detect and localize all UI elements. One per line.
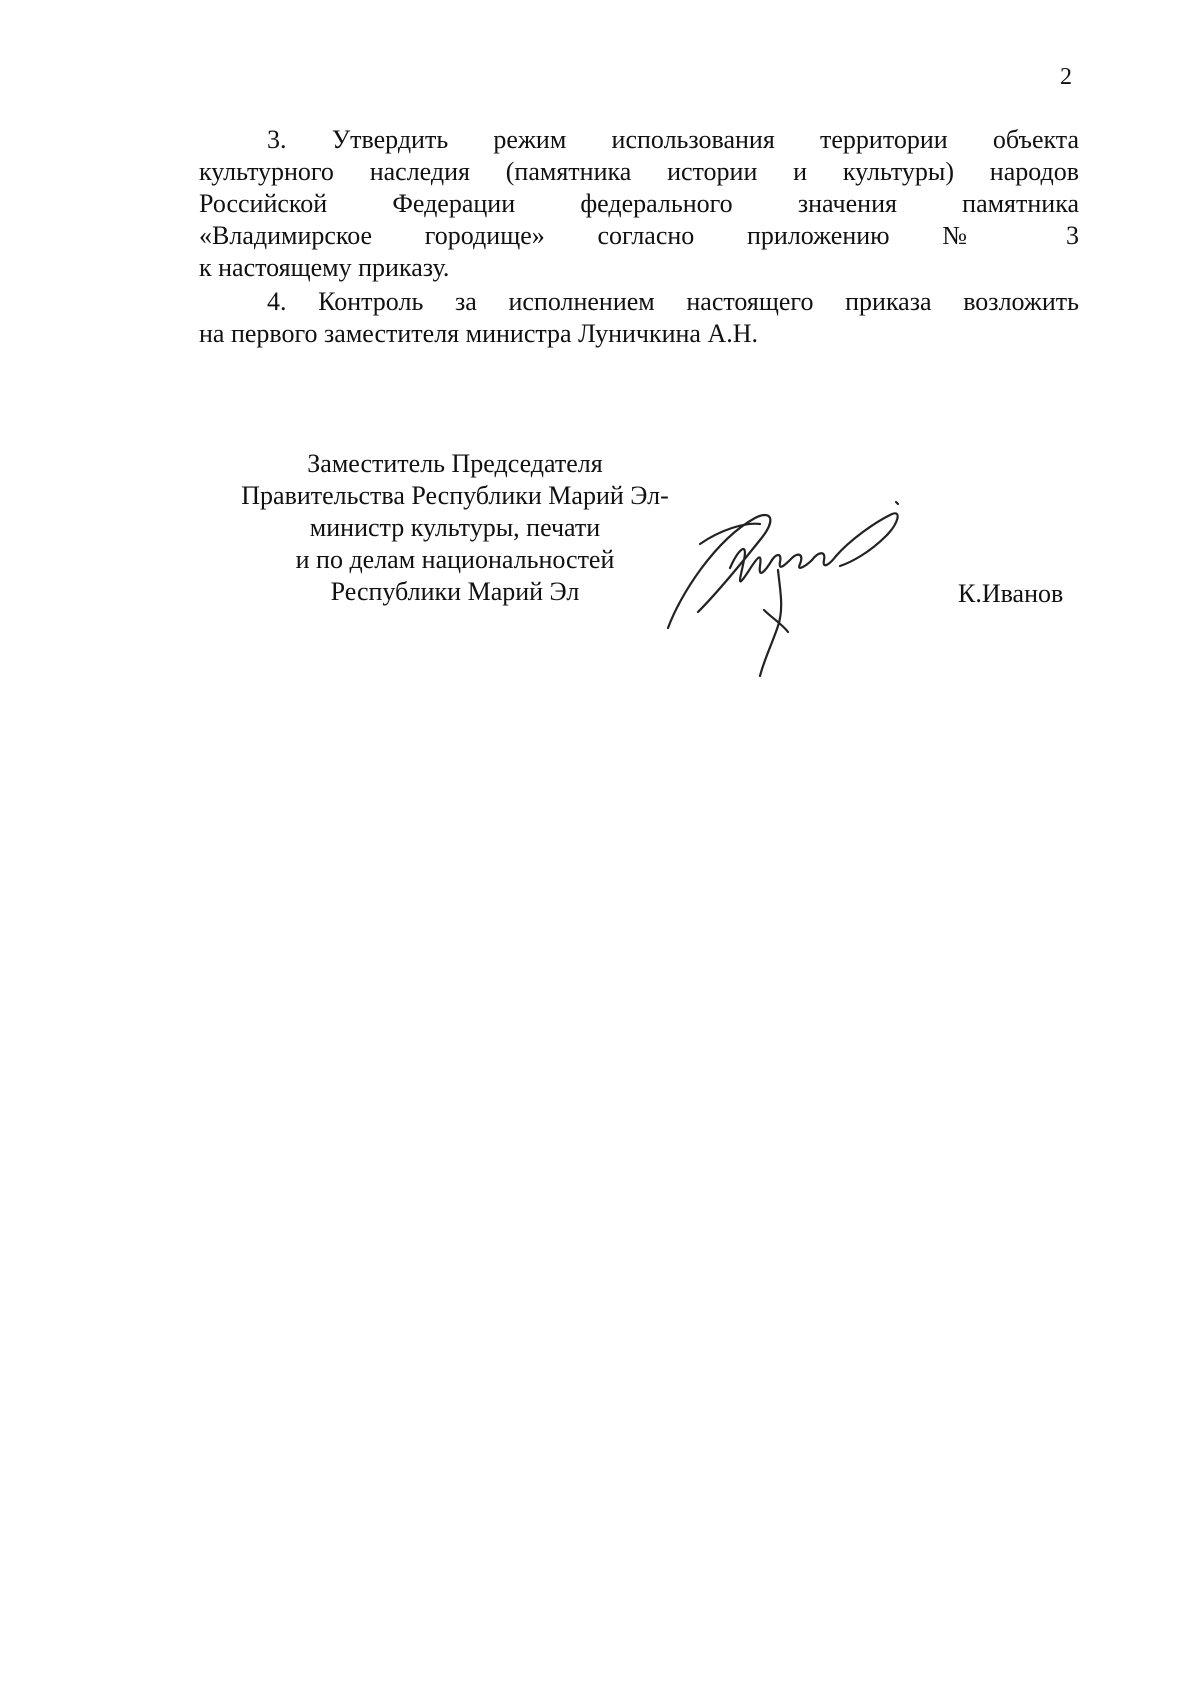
signatory-title-line-1: Заместитель Председателя bbox=[307, 449, 603, 478]
paragraph-3-line-5: к настоящему приказу. bbox=[199, 253, 450, 282]
handwritten-signature bbox=[660, 500, 960, 680]
paragraph-4 bbox=[199, 286, 1079, 350]
page-number: 2 bbox=[1060, 64, 1072, 90]
paragraph-3-line-3: Российской Федерации федерального значения памятника bbox=[199, 189, 1079, 218]
signatory-title-line-5: Республики Марий Эл bbox=[330, 577, 580, 606]
signatory-title-line-3: министр культуры, печати bbox=[309, 513, 601, 542]
signer-name: К.Иванов bbox=[958, 579, 1064, 608]
paragraph-3-line-2: культурного наследия (памятника истории и культуры) народов bbox=[199, 157, 1079, 186]
paragraph-3-line-4: «Владимирское городище» согласно приложению № 3 bbox=[199, 221, 1079, 250]
paragraph-3-line-1: 3. Утвердить режим использования территории объекта bbox=[267, 125, 1079, 154]
signatory-title-line-2: Правительства Республики Марий Эл- bbox=[241, 481, 669, 510]
paragraph-3 bbox=[199, 124, 1079, 284]
paragraph-4-line-1: 4. Контроль за исполнением настоящего приказа возложить bbox=[267, 287, 1079, 316]
signatory-title-line-4: и по делам национальностей bbox=[295, 545, 615, 574]
paragraph-4-line-2: на первого заместителя министра Луничкина А.Н. bbox=[199, 319, 759, 348]
signatory-title bbox=[190, 448, 720, 608]
